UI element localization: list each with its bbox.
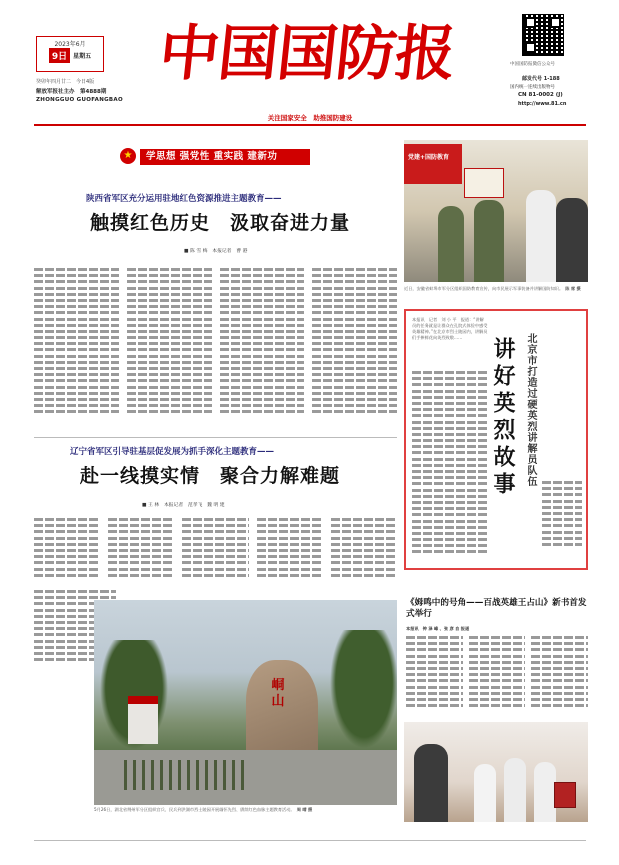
book-icon [554,782,576,808]
photo-exhibition [404,140,588,282]
article-4-col [406,636,463,710]
article-2-col [34,518,100,588]
photo-book-launch [404,722,588,822]
banner [120,147,302,167]
lunar-text: 癸卯年四月廿二 [36,79,72,85]
article-2-byline: ■ 王 林 本报记者 范孝飞 魏 明 建 [142,503,225,508]
article-1-col [127,266,212,430]
article-4-col [531,636,588,710]
article-2-kicker: 辽宁省军区引导驻基层促发展为抓手深化主题教育—— [70,447,275,457]
banner-text: 学思想 强党性 重实践 建新功 [140,149,310,165]
article-2-col [331,518,397,588]
cn-code: CN 81-0002 (J) [518,92,563,98]
article-1 [34,170,397,450]
article-2-body-top [34,518,397,588]
photo-exhibition-caption-text: 近日，安徽省蚌埠市军分区组织国防教育宣传，向市民展示军事装备并讲解国防知识。 [404,286,562,291]
masthead [0,0,619,132]
article-4-col [469,636,526,710]
article-3-body-left [412,371,488,557]
speaker-figure [414,744,448,822]
page-count: 今日4版 [76,79,95,85]
article-2-headline: 赴一线摸实情 聚合力解难题 [79,465,340,487]
photo-memorial-caption [94,807,397,813]
article-4-headline: 《姆鸣中的号角——百战英雄王占山》新书首发式举行 [406,598,587,619]
qr-code [522,14,564,56]
date-block [36,36,104,72]
monument-rock [246,660,318,760]
article-3-headline: 讲好英烈故事 [490,337,515,499]
masthead-pinyin: ZHONGGUO GUOFANGBAO [36,97,123,103]
soldier-figure [474,200,504,282]
article-1-headline: 触摸红色历史 汲取奋进力量 [89,212,350,234]
civilian-figure [526,190,556,282]
sponsor-line [36,87,106,95]
date-day: 9日 [49,48,70,63]
issue-number: 第4888期 [80,89,107,95]
booth-sign: 党建+国防教育 [408,154,450,161]
student-figure [534,762,556,822]
postal-code: 邮发代号 1-188 [522,76,560,82]
article-3-body-right [542,481,582,549]
photo-memorial [94,600,397,805]
article-2-col [182,518,248,588]
masthead-rule [34,124,586,126]
article-1-col [220,266,305,430]
tree-icon [324,630,397,760]
article-3-box [404,309,588,570]
article-4-body [406,636,588,710]
civilian-figure [556,198,588,282]
slogan: 关注国家安全 助推国防建设 [267,114,353,122]
print-note: 国内统一连续出版物号 [510,85,555,90]
qr-caption: 中国国防报微信公众号 [510,62,555,67]
article-3-lead: 本报讯 记者 刘 小 平 报道：“讲解员的任务就是让群众在孔院式体验中感受英雄精神。”在北京市烈士陵园内，讲解员们手捧鲜花向英烈致敬…… [412,317,488,340]
article-1-body [34,266,397,430]
photo-memorial-caption-text: 5月26日，湖北省荆州军分区组织官兵、民兵到洪湖市烈士陵园开展缅怀先烈、赓续红色血脉主题教育活动。 [94,807,293,812]
website: http://www.81.cn [518,101,567,107]
article-1-kicker: 陕西省军区充分运用驻地红色资源推进主题教育—— [86,194,282,204]
article-1-byline: ■ 陈 雪 梅 本报记者 曹 港 [184,249,248,254]
article-2-col [257,518,323,588]
student-figure [504,758,526,822]
soldier-formation [124,760,244,790]
article-4-byline: 本报讯 钟 泽 峰 、张 彦 自 报道 [406,626,470,631]
student-figure [474,764,496,822]
article-2-col [108,518,174,588]
divider [34,437,397,438]
lunar-date [36,78,94,85]
sponsor-text: 解放军报社主办 [36,89,75,95]
article-1-col [312,266,397,430]
memorial-building [128,696,158,744]
newspaper-title: 中国国防报 [155,19,459,89]
display-board [464,168,504,198]
article-4 [404,598,588,718]
monument-inscription: 峒山 [271,678,285,709]
article-3-subhead: 北京市打造过硬英烈讲解员队伍 [525,333,536,487]
soldier-figure [438,206,464,282]
exhibition-booth [404,144,462,184]
date-month: 2023年6月 [54,41,86,48]
article-1-col [34,266,119,430]
photo-exhibition-credit: 陈 席 摄 [565,286,581,291]
date-weekday: 星期五 [73,53,92,60]
party-emblem-icon: ★ [120,148,136,164]
divider [34,840,586,841]
photo-exhibition-caption [404,286,588,292]
photo-memorial-credit: 周 晴 摄 [296,807,313,812]
